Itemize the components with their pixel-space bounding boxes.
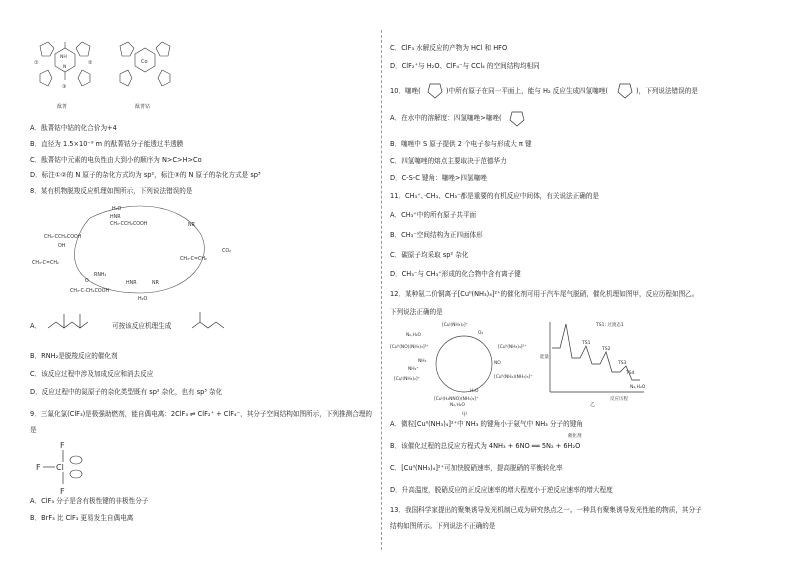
q10-option-d: D．C-S-C 键角：噻唑>四氢噻唑: [390, 174, 487, 182]
q11-option-c: C．碳原子均采取 sp² 杂化: [390, 251, 469, 259]
q12-stem: 12．某种氨二价铜离子[Cuᴵᴵ(NH₃)₄]²⁺的催化剂可用于汽车尾气脱硝，催化机理如图甲，反应历程如图乙。: [390, 290, 699, 298]
q7-option-b: B．直径为 1.5×10⁻⁹ m 的酞菁钴分子能透过半透膜: [30, 140, 184, 148]
q8-option-b: B．RNH₂是脱羧反应的催化剂: [30, 352, 118, 360]
q12-catalyst-condition: 催化剂: [568, 434, 582, 439]
q8-option-d: D．反应过程中的氮原子的杂化类型既有 sp² 杂化，也有 sp³ 杂化: [30, 388, 223, 396]
q11-stem: 11．CH₃⁺、·CH₃、CH₃⁻都是重要的有机反应中间体，有关说法正确的是: [390, 192, 600, 200]
circled-2: ②: [88, 60, 93, 66]
q7-option-d: D．标注①②的 N 原子的杂化方式均为 sp²，标注③的 N 原子的杂化方式是 sp³: [30, 171, 261, 179]
q11-option-a: A．CH₃⁺中的所有原子共平面: [390, 211, 477, 219]
f-top: F: [60, 441, 65, 450]
q10-option-a: A．在水中的溶解度：四氢噻唑>噻唑(: [390, 114, 502, 122]
q12-option-b: B．该催化过程的总反应方程式为 4NH₃ + 6NO ══ 5N₂ + 6H₂O: [390, 442, 581, 450]
phthalocyanine-structure: [40, 42, 90, 86]
circled-1: ①: [34, 60, 39, 66]
mech-label-ketoacid: CH₃-C-CH₂COOH: [70, 289, 110, 294]
cycle-species-right: [Cuᴵᴵ(NH₃)₄]²⁺: [498, 345, 527, 350]
cycle-arrow: [74, 206, 204, 293]
q9-option-c: C．ClF₃ 水解反应的产物为 HCl 和 HFO: [390, 44, 508, 52]
mech-label-oh: OH: [58, 244, 66, 249]
cycle-no: NO: [494, 361, 501, 366]
f-bottom: F: [60, 487, 65, 496]
n-label: N: [63, 65, 67, 70]
q13-stem: 13．我国科学家提出的聚集诱导发光机制已成为研究热点之一。一种具有聚集诱导发光性能的物质，其分子: [390, 506, 702, 514]
caption-jia: 甲: [462, 412, 468, 418]
q9-stem: 9．三氟化氯(ClF₃)是极强助燃剂，能自偶电离：2ClF₃ ⇌ ClF₂⁺ + ClF₄⁻，其分子空间结构如图所示，下列推测合理的: [30, 410, 372, 418]
mech-label-nr-right: NR: [188, 223, 195, 228]
q11-option-d: D．CH₃⁻与 CH₃⁺形成的化合物中含有离子键: [390, 270, 521, 278]
cycle-species-right-low: [Cuᴵᴵ(NH₂)(NH₃)₃]⁺: [494, 375, 533, 380]
ts2-label: TS2: [602, 347, 611, 352]
ts4-label: TS4: [626, 371, 635, 376]
cobalt-label: Co: [141, 59, 148, 65]
cycle-nh3: NH₃: [418, 359, 427, 364]
q10-stem-a: 10．噻唑(: [390, 87, 421, 95]
q10-stem-c: )，下列说法错误的是: [636, 87, 698, 95]
q9-option-a: A．ClF₃ 分子是含有极性键的非极性分子: [30, 497, 149, 505]
catalytic-cycle-figure: [390, 318, 540, 418]
q8-option-a-reactant: [46, 308, 102, 334]
mech-label-hnr-top: HNR: [110, 215, 121, 220]
q7-option-c: C．酞菁钴中元素的电负性由大到小的顺序为 N>C>H>Co: [30, 156, 202, 164]
cycle-h2o: H₂O: [470, 389, 479, 394]
energy-profile-figure: [540, 318, 650, 408]
mech-label-nr-bottom: NR: [152, 281, 159, 286]
mech-label-acetone: CH₃-C=CH₂: [32, 261, 59, 266]
q12-option-c: C．[Cuᴵᴵ(NH₃)₄]²⁺可加快脱硝速率，提高脱硝的平衡转化率: [390, 464, 563, 472]
ts3-label: TS3: [618, 361, 627, 366]
q12-option-a: A．微粒[Cuᴵᴵ(NH₃)₄]²⁺中 NH₃ 的键角小于氨气中 NH₃ 分子的键角: [390, 420, 583, 428]
q8-option-a-product: [190, 308, 230, 334]
clf3-structure: [34, 440, 94, 496]
phthalocyanine-figure: [30, 36, 180, 116]
mech-label-hnr-bottom: HNR: [126, 281, 137, 286]
mech-label-h2o-top: H₂O: [112, 207, 122, 212]
q9-option-b: B．BrF₃ 比 ClF₃ 更易发生自偶电离: [30, 514, 134, 522]
q8-option-a-text: 可按该反应机理生成: [112, 322, 172, 330]
tetrahydrothiazole-structure: [616, 78, 634, 100]
q12-stem-cont: 下列说法正确的是: [390, 308, 443, 316]
cycle-species-bottom: [Cuᴵ(H₂NNO)(NH₃)₂]⁺: [434, 397, 479, 402]
cycle-species-left-low: [Cuᴵ(NH₃)₂]⁺: [394, 377, 420, 382]
q10-option-c: C．四氢噻唑的熔点主要取决于范德华力: [390, 157, 507, 165]
ts1-label: TS1: [582, 341, 591, 346]
caption-phthalocyanine: 酞菁: [57, 104, 68, 110]
q13-stem-cont: 结构如图所示。下列说法不正确的是: [390, 522, 496, 530]
cycle-o2: O₂: [478, 331, 484, 336]
q8-option-a: A．: [30, 322, 42, 330]
caption-cobalt-phthalocyanine: 酞菁钴: [135, 104, 151, 110]
cycle-species-top: [Cuᴵ(NH₃)₂]⁺: [442, 323, 468, 328]
cycle-species-left: [Cuᴵᴵ(NO)(NH₃)₃]²⁺: [390, 345, 429, 350]
cycle-nh4: NH₄⁺: [408, 367, 419, 372]
product-label: N₂,H₂O: [630, 385, 646, 390]
caption-yi: 乙: [590, 402, 596, 408]
q9-option-d: D．ClF₂⁺与 H₂O、ClF₄⁻与 CCl₄ 的空间结构均相同: [390, 62, 540, 70]
mech-label-co2: CO₂: [222, 249, 232, 254]
mech-label-h2o-bottom: H₂O: [138, 297, 148, 302]
f-left: F: [36, 463, 41, 472]
column-divider: [381, 30, 382, 550]
cl-center: Cl: [56, 463, 64, 472]
mech-label-chain-left: CH₂-CCH₂COOH: [44, 235, 82, 240]
thiazole-structure: [426, 78, 444, 100]
cycle-n2-h2o-top: N₂,H₂O: [406, 333, 421, 338]
decarboxylation-mechanism-figure: [30, 198, 260, 303]
q12-option-d: D．升高温度，脱硝反应的正反应速率的增大程度小于逆反应速率的增大程度: [390, 486, 613, 494]
cycle-n2-h2o-bottom: N₂,H₂O: [450, 403, 465, 408]
q10-option-b: B．噻唑中 S 原子提供 2 个电子参与形成大 π 键: [390, 140, 532, 148]
q7-option-a: A．酞菁钴中钴的化合价为+4: [30, 124, 117, 132]
mech-label-o: O: [85, 279, 89, 284]
q11-option-b: B．CH₃⁻空间结构为正四面体形: [390, 231, 483, 239]
mech-label-chain-top: CH₂-CCH₂COOH: [110, 222, 148, 227]
reaction-coordinate-label: 反应历程: [610, 397, 628, 402]
mech-label-enamine: CH₃-C=CH₂: [180, 257, 207, 262]
q10-stem-b: )中所有原子在同一平面上，能与 H₂ 反应生成四氢噻唑(: [446, 87, 608, 95]
energy-axis-label: 能量: [540, 355, 549, 360]
thiazole-structure-small: [508, 106, 526, 128]
mech-label-rnh2: RNH₂: [94, 273, 107, 278]
q8-stem: 8．某有机物脱羧反应机理如图所示，下列说法错误的是: [30, 187, 193, 195]
q8-option-c: C．该反应过程中涉及加成反应和消去反应: [30, 370, 154, 378]
circled-3: ③: [62, 84, 67, 90]
q9-stem-cont: 是: [30, 426, 37, 434]
ts-legend: TS1: 过渡态1: [596, 323, 624, 328]
nh-label: NH: [60, 55, 67, 60]
